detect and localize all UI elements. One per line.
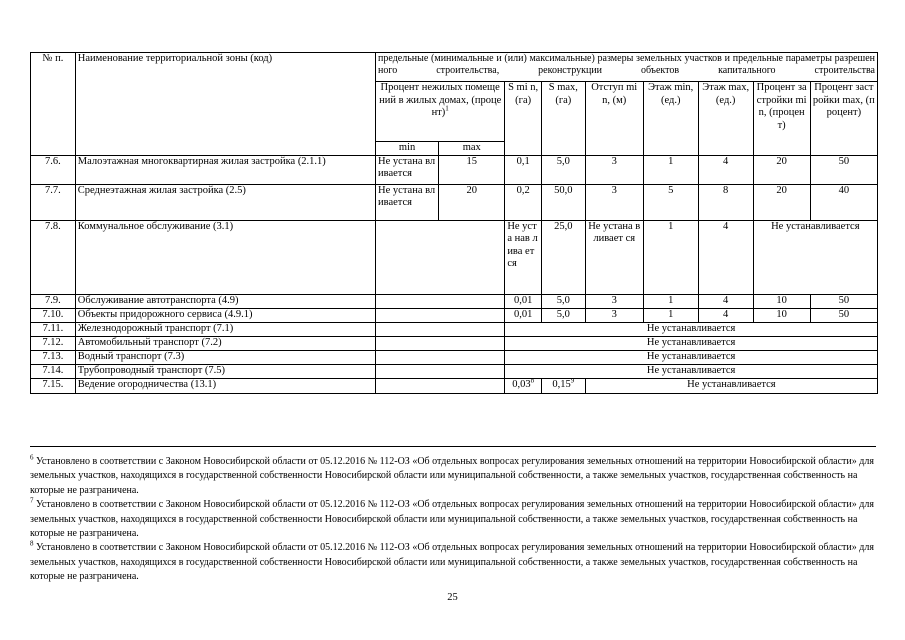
row-floors-max: 4 — [698, 308, 753, 322]
header-floors-min: Этаж min, (ед.) — [643, 82, 698, 156]
row-floors-min: 1 — [643, 294, 698, 308]
row-zone-name: Ведение огородничества (13.1) — [75, 378, 375, 393]
row-s-min: 0,01 — [505, 294, 542, 308]
row-pct-max — [439, 336, 505, 350]
row-pct-min: Не устана вливается — [376, 155, 439, 184]
row-merged-value: Не устанавливается — [505, 350, 878, 364]
table-row — [31, 378, 878, 393]
row-zone-name: Объекты придорожного сервиса (4.9.1) — [75, 308, 375, 322]
table-row — [31, 294, 878, 308]
row-build-min: 20 — [753, 155, 810, 184]
row-number: 7.6. — [31, 155, 76, 184]
row-floors-max: 4 — [698, 294, 753, 308]
row-s-max: 5,0 — [541, 155, 585, 184]
row-pct-max — [439, 378, 505, 393]
footnote: $^8$ Установлено в соответствии с Законом Новосибирской области от 05.12.2016 № 112-ОЗ «Об отдельных вопросах регулирования земельных отношений на территории Новосибирской области» для земельных участков, находящихся в государственной собственности Новосибирской области или муниципальной собственности, а также земельных участков, государственная собственность на которые не разграничена. — [30, 540, 874, 583]
table-row — [31, 184, 878, 220]
row-number: 7.9. — [31, 294, 76, 308]
page-number: 25 — [447, 592, 458, 603]
footnote: $^6$ Установлено в соответствии с Законом Новосибирской области от 05.12.2016 № 112-ОЗ «Об отдельных вопросах регулирования земельных отношений на территории Новосибирской области» для земельных участков, находящихся в государственной собственности Новосибирской области или муниципальной собственности, а также земельных участков, государственная собственность на которые не разграничена. — [30, 453, 874, 496]
header-build-pct-max: Процент застройки max, (процент) — [810, 82, 877, 156]
row-pct-max: 15 — [439, 155, 505, 184]
row-pct-min — [376, 220, 439, 294]
row-pct-min — [376, 322, 439, 336]
table-row — [31, 336, 878, 350]
row-build-min: 10 — [753, 308, 810, 322]
row-s-min: 0,1 — [505, 155, 542, 184]
table-row — [31, 220, 878, 294]
header-s-min: S mi n, (га) — [505, 82, 542, 156]
row-setback: 3 — [585, 184, 643, 220]
header-number: № п. — [31, 53, 76, 156]
row-setback: 3 — [585, 294, 643, 308]
table-row — [31, 364, 878, 378]
row-pct-min — [376, 308, 439, 322]
row-floors-min: 1 — [643, 155, 698, 184]
header-pct-nonresidential: Процент нежилых помещений в жилых домах, (процент)$^1$ — [376, 82, 505, 142]
row-pct-max — [439, 364, 505, 378]
table-row — [31, 155, 878, 184]
row-s-min: 0,2 — [505, 184, 542, 220]
row-build-min: 10 — [753, 294, 810, 308]
row-build-max: 50 — [810, 155, 877, 184]
row-s-min: 0,03$^8$ — [505, 378, 542, 393]
footnote-separator — [30, 446, 876, 447]
row-floors-min: 1 — [643, 308, 698, 322]
row-pct-max — [439, 308, 505, 322]
row-number: 7.15. — [31, 378, 76, 393]
table-row — [31, 322, 878, 336]
row-number: 7.10. — [31, 308, 76, 322]
row-number: 7.13. — [31, 350, 76, 364]
header-floors-max: Этаж max, (ед.) — [698, 82, 753, 156]
row-zone-name: Водный транспорт (7.3) — [75, 350, 375, 364]
row-merged-value: Не устанавливается — [505, 336, 878, 350]
header-build-pct-min: Процент застройки min, (процент) — [753, 82, 810, 156]
row-number: 7.7. — [31, 184, 76, 220]
row-s-max: 50,0 — [541, 184, 585, 220]
row-pct-min — [376, 336, 439, 350]
table-row — [31, 350, 878, 364]
row-pct-max — [439, 220, 505, 294]
row-zone-name: Автомобильный транспорт (7.2) — [75, 336, 375, 350]
row-zone-name: Коммунальное обслуживание (3.1) — [75, 220, 375, 294]
row-setback: 3 — [585, 155, 643, 184]
header-s-max: S max, (га) — [541, 82, 585, 156]
row-floors-min: 5 — [643, 184, 698, 220]
row-s-min: Не уста нав лива ется — [505, 220, 542, 294]
row-pct-max — [439, 350, 505, 364]
row-merged-value: Не устанавливается — [585, 378, 877, 393]
row-zone-name: Обслуживание автотранспорта (4.9) — [75, 294, 375, 308]
row-zone-name: Железнодорожный транспорт (7.1) — [75, 322, 375, 336]
row-merged-value: Не устанавливается — [505, 364, 878, 378]
row-pct-min — [376, 294, 439, 308]
header-zone-name: Наименование территориальной зоны (код) — [75, 53, 375, 156]
row-zone-name: Трубопроводный транспорт (7.5) — [75, 364, 375, 378]
row-setback: 3 — [585, 308, 643, 322]
row-floors-min: 1 — [643, 220, 698, 294]
row-pct-min — [376, 350, 439, 364]
row-pct-max: 20 — [439, 184, 505, 220]
row-setback: Не устана вливает ся — [585, 220, 643, 294]
header-sub-min: min — [376, 142, 439, 156]
row-build-max: 40 — [810, 184, 877, 220]
row-number: 7.11. — [31, 322, 76, 336]
zones-parameters-table — [30, 52, 878, 394]
row-number: 7.14. — [31, 364, 76, 378]
row-floors-max: 4 — [698, 220, 753, 294]
row-number: 7.8. — [31, 220, 76, 294]
row-pct-max — [439, 322, 505, 336]
row-number: 7.12. — [31, 336, 76, 350]
row-build-max: 50 — [810, 308, 877, 322]
header-sub-max: max — [439, 142, 505, 156]
header-setback-min: Отступ min, (м) — [585, 82, 643, 156]
row-merged-value: Не устанавливается — [505, 322, 878, 336]
table-row — [31, 308, 878, 322]
row-s-min: 0,01 — [505, 308, 542, 322]
row-pct-max — [439, 294, 505, 308]
row-pct-min: Не устана вливается — [376, 184, 439, 220]
footnotes — [30, 455, 876, 585]
row-s-max: 5,0 — [541, 308, 585, 322]
row-zone-name: Среднеэтажная жилая застройка (2.5) — [75, 184, 375, 220]
row-floors-max: 4 — [698, 155, 753, 184]
row-build-merged: Не устанавливается — [753, 220, 877, 294]
header-group-title: предельные (минимальные и (или) максимальные) размеры земельных участков и предельные параметры разрешенного строительства, реконструкции объектов капитального строительства — [376, 53, 878, 82]
row-s-max: 0,15$^9$ — [541, 378, 585, 393]
row-build-min: 20 — [753, 184, 810, 220]
row-pct-min — [376, 378, 439, 393]
row-s-max: 5,0 — [541, 294, 585, 308]
row-floors-max: 8 — [698, 184, 753, 220]
row-zone-name: Малоэтажная многоквартирная жилая застройка (2.1.1) — [75, 155, 375, 184]
row-s-max: 25,0 — [541, 220, 585, 294]
row-build-max: 50 — [810, 294, 877, 308]
footnote: $^7$ Установлено в соответствии с Законом Новосибирской области от 05.12.2016 № 112-ОЗ «Об отдельных вопросах регулирования земельных отношений на территории Новосибирской области» для земельных участков, находящихся в государственной собственности Новосибирской области или муниципальной собственности, а также земельных участков, государственная собственность на которые не разграничена. — [30, 496, 874, 540]
row-pct-min — [376, 364, 439, 378]
